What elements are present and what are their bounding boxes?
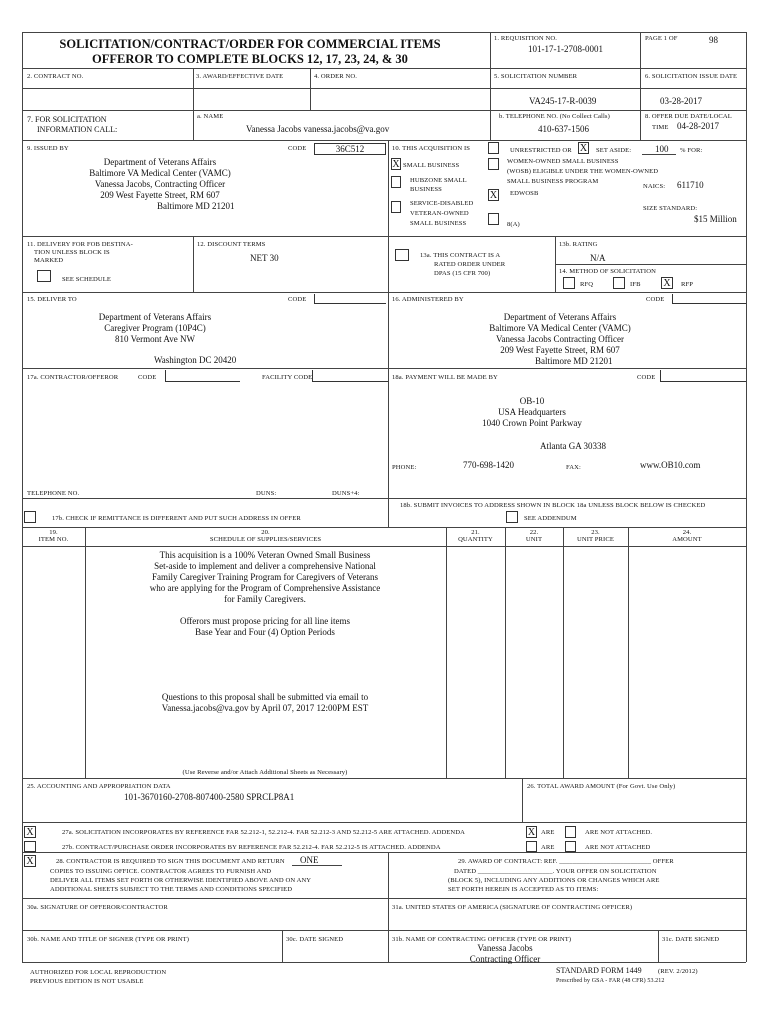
unrestricted-label: UNRESTRICTED OR: [510, 147, 572, 154]
hubzone-checkbox[interactable]: [391, 176, 401, 188]
27b-label: 27b. CONTRACT/PURCHASE ORDER INCORPORATES BY REFERENCE FAR 52.212-4. FAR 52.212-5 IS ATTACHED. ADDENDA: [62, 844, 441, 851]
27a-not-checkbox[interactable]: [565, 826, 576, 838]
solicitation-number-label: 5. SOLICITATION NUMBER: [494, 73, 578, 80]
rating-value[interactable]: N/A: [590, 253, 606, 263]
col-label: SCHEDULE OF SUPPLIES/SERVICES: [209, 536, 322, 543]
time-label: TIME: [652, 124, 669, 131]
schedule-text: who are applying for the Program of Comprehensive Assistance: [149, 583, 381, 593]
discount-terms[interactable]: NET 30: [250, 253, 279, 263]
29-label: (BLOCK 5), INCLUDING ANY ADDITIONS OR CHANGES WHICH ARE: [448, 877, 660, 884]
award-date-label: 3. AWARD/EFFECTIVE DATE: [196, 73, 284, 80]
rating-label: 13b. RATING: [559, 241, 598, 248]
8a-checkbox[interactable]: [488, 213, 499, 225]
schedule-text: Base Year and Four (4) Option Periods: [195, 627, 335, 637]
27b-are-label: ARE: [541, 844, 555, 851]
27a-not-label: ARE NOT ATTACHED.: [585, 829, 653, 836]
co-name: Vanessa Jacobs: [477, 943, 533, 953]
deliver-to-code-field[interactable]: [314, 294, 386, 304]
order-no-label: 4. ORDER NO.: [314, 73, 357, 80]
col-number: 22.: [529, 529, 539, 536]
percent-for-label: % FOR:: [680, 147, 703, 154]
issued-by-city: Baltimore MD 21201: [157, 201, 235, 211]
deliver-to-line: Caregiver Program (10P4C): [104, 323, 206, 333]
col-amount: [628, 529, 746, 543]
28-checkbox[interactable]: X: [24, 855, 36, 867]
duns-label: DUNS:: [256, 490, 277, 497]
28-label: 28. CONTRACTOR IS REQUIRED TO SIGN THIS DOCUMENT AND RETURN: [56, 858, 285, 865]
footer-left: AUTHORIZED FOR LOCAL REPRODUCTION: [30, 969, 167, 976]
payment-phone: 770-698-1420: [463, 460, 514, 470]
accounting-label: 25. ACCOUNTING AND APPROPRIATION DATA: [27, 783, 171, 790]
form-number: STANDARD FORM 1449: [556, 966, 642, 975]
set-aside-label: SET ASIDE:: [596, 147, 632, 154]
requisition-number[interactable]: 101-17-1-2708-0001: [528, 44, 603, 54]
payment-code-field[interactable]: [660, 370, 746, 382]
27a-are-checkbox[interactable]: X: [527, 827, 536, 838]
payment-line: USA Headquarters: [498, 407, 566, 417]
schedule-text: Family Caregiver Training Program for Caregivers of Veterans: [151, 572, 379, 582]
schedule-text: Questions to this proposal shall be submitted via email to: [161, 692, 369, 702]
co-title: Contracting Officer: [469, 954, 541, 964]
issued-by-line: Vanessa Jacobs, Contracting Officer: [94, 179, 226, 189]
for-solicitation-label: 7. FOR SOLICITATION: [27, 115, 107, 124]
acquisition-label: 10. THIS ACQUISITION IS: [392, 145, 471, 152]
27a-label: 27a. SOLICITATION INCORPORATES BY REFERENCE FAR 52.212-1, 52.212-4. FAR 52.212-3 AND 52.212-5 ARE ATTACHED. ADDENDA: [62, 829, 466, 836]
fob-label: TION UNLESS BLOCK IS: [34, 249, 110, 256]
addendum-checkbox[interactable]: [506, 511, 518, 523]
edwosb-checkbox[interactable]: X: [489, 190, 498, 201]
co-signature-label: 31a. UNITED STATES OF AMERICA (SIGNATURE OF CONTRACTING OFFICER): [392, 904, 633, 911]
rfp-checkbox[interactable]: X: [661, 277, 673, 289]
rfp-label: RFP: [681, 281, 694, 288]
col-number: 24.: [682, 529, 692, 536]
col-quantity: [446, 529, 505, 543]
deliver-to-label: 15. DELIVER TO: [27, 296, 77, 303]
page-label: PAGE 1 OF: [645, 35, 678, 42]
payment-label: 18a. PAYMENT WILL BE MADE BY: [392, 374, 498, 381]
28-label: DELIVER ALL ITEMS SET FORTH OR OTHERWISE IDENTIFIED ABOVE AND ON ANY: [50, 877, 312, 884]
col-unit-price: [563, 529, 628, 543]
issued-by-line: Baltimore VA Medical Center (VAMC): [89, 168, 231, 178]
ifb-checkbox[interactable]: [613, 277, 625, 289]
hubzone-label: HUBZONE SMALL: [410, 177, 467, 184]
rfq-checkbox[interactable]: [563, 277, 575, 289]
co-date-label: 31c. DATE SIGNED: [662, 936, 720, 943]
small-business-checkbox[interactable]: X: [392, 159, 400, 170]
deliver-to-code-label: CODE: [288, 296, 307, 303]
solicitation-issue-date[interactable]: 03-28-2017: [660, 96, 702, 106]
rated-order-label: 13a. THIS CONTRACT IS A: [420, 252, 501, 259]
administered-by-city: Baltimore MD 21201: [535, 356, 613, 366]
signer-name-label: 30b. NAME AND TITLE OF SIGNER (TYPE OR PRINT): [27, 936, 190, 943]
col-label: UNIT PRICE: [577, 536, 614, 543]
wosb-label: (WOSB) ELIGIBLE UNDER THE WOMEN-OWNED: [507, 168, 659, 175]
issued-by-code: 36C512: [335, 144, 365, 154]
fob-label: MARKED: [34, 257, 64, 264]
issued-by-line: 209 West Fayette Street, RM 607: [100, 190, 220, 200]
addendum-label: SEE ADDENDUM: [524, 515, 577, 522]
remittance-checkbox[interactable]: [24, 511, 36, 523]
29-label: 29. AWARD OF CONTRACT: REF. ___________________________ OFFER: [458, 858, 674, 865]
issued-by-line: Department of Veterans Affairs: [103, 157, 217, 167]
29-label: SET FORTH HEREIN IS ACCEPTED AS TO ITEMS:: [448, 886, 599, 893]
edwosb-label: EDWOSB: [510, 190, 539, 197]
28-label: ADDITIONAL SHEETS SUBJECT TO THE TERMS AND CONDITIONS SPECIFIED: [50, 886, 293, 893]
col-number: 21.: [471, 529, 480, 536]
contract-no-label: 2. CONTRACT NO.: [27, 73, 84, 80]
administered-by-line: 209 West Fayette Street, RM 607: [500, 345, 620, 355]
rfq-label: RFQ: [580, 281, 594, 288]
administered-by-label: 16. ADMINISTERED BY: [392, 296, 464, 303]
schedule-text: Vanessa.jacobs@va.gov by April 07, 2017 12:00PM EST: [161, 703, 369, 713]
contractor-code-label: CODE: [138, 374, 157, 381]
payment-code-label: CODE: [637, 374, 656, 381]
form-revision: (REV. 2/2012): [658, 968, 698, 975]
footer-left: PREVIOUS EDITION IS NOT USABLE: [30, 978, 144, 985]
facility-code-label: FACILITY CODE: [262, 374, 313, 381]
contractor-label: 17a. CONTRACTOR/OFFEROR: [27, 374, 119, 381]
issued-by-code-label: CODE: [288, 145, 307, 152]
schedule-text: Set-aside to implement and deliver a comprehensive National: [154, 561, 376, 571]
fax-label: FAX:: [566, 464, 581, 471]
8a-label: 8(A): [507, 221, 520, 228]
27b-not-checkbox[interactable]: [565, 841, 576, 852]
telephone-label: b. TELEPHONE NO. (No Collect Calls): [499, 113, 610, 120]
deliver-to-line: 810 Vermont Ave NW: [115, 334, 195, 344]
ifb-label: IFB: [630, 281, 641, 288]
naics-code[interactable]: 611710: [677, 180, 704, 190]
unrestricted-checkbox[interactable]: [488, 142, 499, 154]
set-aside-checkbox[interactable]: X: [579, 143, 588, 154]
sdvosb-label: VETERAN-OWNED: [410, 210, 469, 217]
col-number: 23.: [591, 529, 600, 536]
rated-order-label: RATED ORDER UNDER: [434, 261, 506, 268]
rated-order-checkbox[interactable]: [395, 249, 409, 261]
col-label: AMOUNT: [672, 536, 702, 543]
see-schedule-label: SEE SCHEDULE: [62, 276, 112, 283]
phone-label: PHONE:: [392, 464, 417, 471]
schedule-text: Offerors must propose pricing for all line items: [179, 616, 351, 626]
size-standard-label: SIZE STANDARD:: [643, 205, 698, 212]
wosb-checkbox[interactable]: [488, 158, 499, 170]
col-item-no: [22, 529, 85, 543]
schedule-note: (Use Reverse and/or Attach Additional Sheets as Necessary): [182, 769, 348, 776]
telephone-number[interactable]: 410-637-1506: [538, 124, 589, 134]
27b-are-checkbox[interactable]: [526, 841, 537, 852]
sdvosb-label: SERVICE-DISABLED: [410, 200, 474, 207]
facility-code-field[interactable]: [312, 370, 388, 382]
col-label: UNIT: [525, 536, 543, 543]
total-award-label: 26. TOTAL AWARD AMOUNT (For Govt. Use Only): [527, 783, 676, 790]
method-label: 14. METHOD OF SOLICITATION: [559, 268, 656, 275]
27b-checkbox[interactable]: [24, 841, 36, 852]
27b-not-label: ARE NOT ATTACHED: [585, 844, 651, 851]
administered-code-field[interactable]: [672, 294, 746, 304]
col-number: 19.: [49, 529, 58, 536]
telephone-no-label: TELEPHONE NO.: [27, 490, 80, 497]
contact-name-label: a. NAME: [197, 113, 224, 120]
form-prescribed: Prescribed by GSA - FAR (48 CFR) 53.212: [556, 978, 665, 984]
set-aside-percent[interactable]: 100: [655, 144, 669, 154]
col-unit: [505, 529, 563, 543]
schedule-text: This acquisition is a 100% Veteran Owned Small Business: [159, 550, 371, 560]
payment-line: 1040 Crown Point Parkway: [482, 418, 582, 428]
rated-order-label: DPAS (15 CFR 700): [434, 270, 491, 277]
page-total: 98: [709, 35, 718, 45]
col-schedule: [85, 529, 446, 543]
date-signed-label: 30c. DATE SIGNED: [286, 936, 344, 943]
naics-label: NAICS:: [643, 183, 666, 190]
schedule-text: for Family Caregivers.: [224, 594, 306, 604]
size-standard[interactable]: $15 Million: [694, 214, 737, 224]
deliver-to-line: Department of Veterans Affairs: [98, 312, 212, 322]
administered-by-line: Department of Veterans Affairs: [503, 312, 617, 322]
payment-line: OB-10: [519, 396, 545, 406]
administered-code-label: CODE: [646, 296, 665, 303]
discount-terms-label: 12. DISCOUNT TERMS: [197, 241, 266, 248]
contact-name-email[interactable]: Vanessa Jacobs vanessa.jacobs@va.gov: [246, 124, 390, 134]
solicitation-number[interactable]: VA245-17-R-0039: [529, 96, 597, 106]
administered-by-line: Vanessa Jacobs Contracting Officer: [495, 334, 625, 344]
accounting-data[interactable]: 101-3670160-2708-807400-2580 SPRCLP8A1: [124, 792, 295, 802]
issued-by-code-field[interactable]: [314, 143, 386, 155]
small-business-label: SMALL BUSINESS: [403, 162, 460, 169]
invoice-label: 18b. SUBMIT INVOICES TO ADDRESS SHOWN IN BLOCK 18a UNLESS BLOCK BELOW IS CHECKED: [400, 502, 706, 509]
offer-due-label: 8. OFFER DUE DATE/LOCAL: [645, 113, 732, 120]
col-label: QUANTITY: [458, 536, 493, 543]
col-label: ITEM NO.: [38, 536, 69, 543]
28-copies[interactable]: ONE: [300, 855, 319, 865]
payment-website[interactable]: www.OB10.com: [640, 460, 701, 470]
col-number: 20.: [261, 529, 270, 536]
offer-due-date[interactable]: 04-28-2017: [677, 121, 719, 131]
form-title-line2: OFFEROR TO COMPLETE BLOCKS 12, 17, 23, 24, & 30: [92, 52, 408, 66]
see-schedule-checkbox[interactable]: [37, 270, 51, 282]
sdvosb-label: SMALL BUSINESS: [410, 220, 467, 227]
27a-are-label: ARE: [541, 829, 555, 836]
issued-by-label: 9. ISSUED BY: [27, 145, 69, 152]
administered-by-line: Baltimore VA Medical Center (VAMC): [489, 323, 631, 333]
sdvosb-checkbox[interactable]: [391, 201, 401, 213]
duns4-label: DUNS+4:: [332, 490, 360, 497]
solicitation-date-label: 6. SOLICITATION ISSUE DATE: [645, 73, 738, 80]
remittance-label: 17b. CHECK IF REMITTANCE IS DIFFERENT AND PUT SUCH ADDRESS IN OFFER: [52, 515, 301, 522]
contractor-code-field[interactable]: [165, 370, 240, 382]
27a-checkbox[interactable]: X: [24, 826, 36, 838]
fob-label: 11. DELIVERY FOR FOB DESTINA-: [27, 241, 133, 248]
co-name-label: 31b. NAME OF CONTRACTING OFFICER (TYPE OR PRINT): [392, 936, 572, 943]
wosb-label: WOMEN-OWNED SMALL BUSINESS: [507, 158, 619, 165]
signature-label: 30a. SIGNATURE OF OFFEROR/CONTRACTOR: [27, 904, 168, 911]
payment-city: Atlanta GA 30338: [540, 441, 606, 451]
form-title-line1: SOLICITATION/CONTRACT/ORDER FOR COMMERCIAL ITEMS: [59, 37, 441, 51]
deliver-to-city: Washington DC 20420: [154, 355, 237, 365]
requisition-label: 1. REQUISITION NO.: [494, 35, 557, 42]
wosb-label: SMALL BUSINESS PROGRAM: [507, 178, 599, 185]
28-label: COPIES TO ISSUING OFFICE. CONTRACTOR AGREES TO FURNISH AND: [50, 868, 272, 875]
29-label: DATED ______________________. YOUR OFFER ON SOLICITATION: [454, 868, 657, 875]
hubzone-label: BUSINESS: [410, 186, 442, 193]
information-call-label: INFORMATION CALL:: [37, 125, 118, 134]
